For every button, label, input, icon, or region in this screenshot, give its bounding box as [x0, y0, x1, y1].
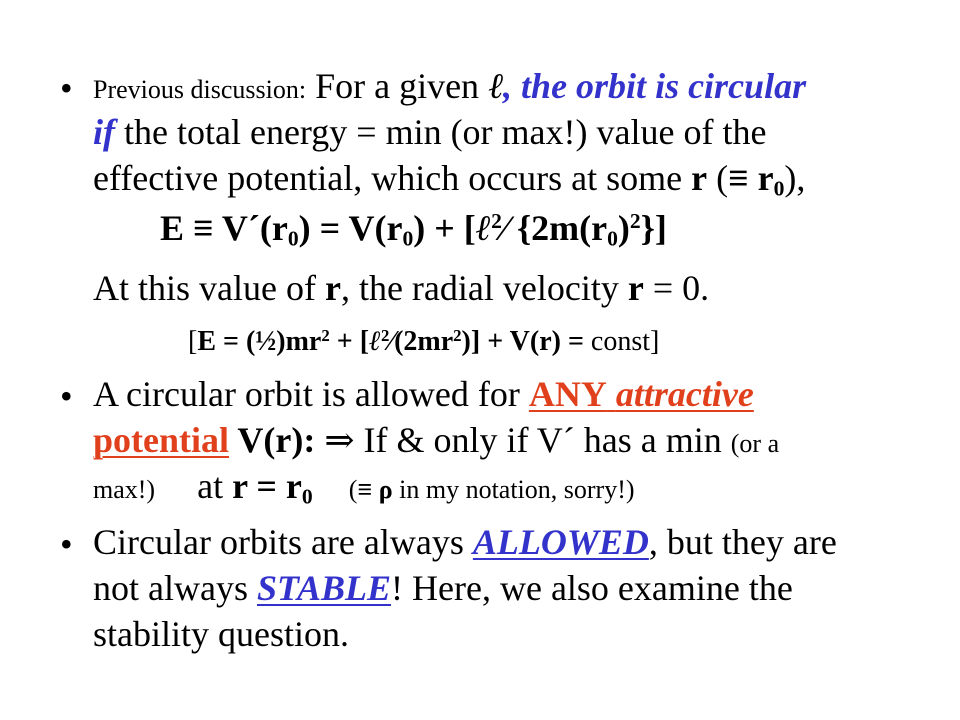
allowed-emphasis: ALLOWED [472, 522, 649, 562]
stable-emphasis: STABLE [256, 568, 392, 608]
r0-symbol: $r_0$ [748, 158, 785, 201]
b2-line-3: max!) at $r = r_0$ (≡ ρ in my notation, sorry!) [93, 466, 635, 509]
if-emphasis: if [93, 112, 115, 152]
b3-line-3: stability question. [93, 614, 349, 654]
b2-line-2: potential V(r): ⇒ If & only if V´ has a min (or a [93, 420, 780, 460]
b1-line-5: At this value of r, the radial velocity r = 0. [93, 268, 710, 308]
b1-line-3 [93, 156, 805, 200]
effective-potential-text: effective potential, which occurs at some [93, 158, 692, 198]
r-dot: r [627, 268, 644, 308]
equation-2: [$E = (\frac{1}{2})mr^2$ + $[\ell^2⁄(2mr^2)] + V(r)$ = const] [188, 325, 660, 357]
b1-line-2 [93, 110, 766, 154]
total-energy-text: the total energy = min (or max!) value of the [115, 112, 767, 152]
bullet-1: • [60, 68, 73, 108]
any-emphasis: ANY [528, 374, 607, 414]
b2-line-1: A circular orbit is allowed for ANY attractive [93, 374, 754, 414]
bullet-2: • [60, 376, 73, 416]
b3-line-2: not always STABLE! Here, we also examine the [93, 568, 793, 608]
paren-close: ), [784, 158, 806, 198]
equiv-symbol: ≡ [728, 158, 749, 198]
equation-1: $E \equiv V´(r_0) = V(r_0)$ + [ℓ$^2$⁄ $\{2m(r_0)^2\}$] [160, 208, 667, 251]
b3-line-1: Circular orbits are always ALLOWED, but they are [93, 522, 837, 562]
potential-emphasis: potential [93, 420, 230, 460]
bullet-3: • [60, 524, 73, 564]
r-bold: r [324, 268, 341, 308]
implies-symbol: ⇒ [324, 420, 355, 460]
ell-symbol: ℓ [488, 66, 504, 106]
b1-line-1 [93, 64, 806, 112]
for-given-text: For a given [306, 66, 489, 106]
previous-discussion-label: Previous discussion: [93, 75, 307, 104]
paren-open: ( [707, 158, 729, 198]
orbit-circular-text: , the orbit is circular [503, 66, 807, 106]
attractive-emphasis: attractive [615, 374, 754, 414]
r-symbol: r [691, 158, 708, 198]
